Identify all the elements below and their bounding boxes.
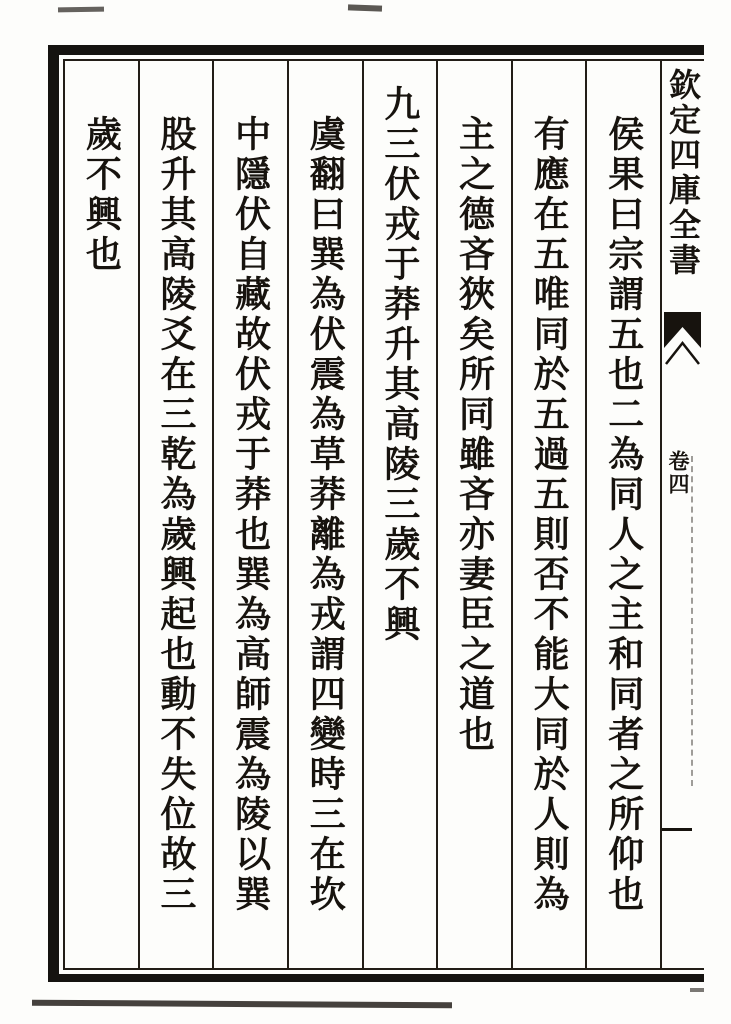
text-column-3 <box>436 61 511 968</box>
column-text: 歲不興也 <box>81 115 122 275</box>
text-column-8 <box>65 61 138 968</box>
scan-artifact <box>690 988 704 992</box>
column-text: 侯果曰宗謂五也二為同人之主和同者之所仰也 <box>603 115 644 915</box>
scan-artifact <box>58 7 104 13</box>
text-column-1 <box>585 61 660 968</box>
scan-artifact <box>32 1000 452 1009</box>
volume-label: 卷四 <box>666 450 690 496</box>
column-text: 中隱伏自藏故伏戎于莽也巽為高師震為陵以巽 <box>230 115 271 915</box>
fold-crease-line <box>691 456 693 786</box>
book-title: 欽定四庫全書 <box>665 68 701 278</box>
text-column-5 <box>287 61 362 968</box>
text-column-7 <box>138 61 213 968</box>
column-text: 虞翻曰巽為伏震為草莽離為戎謂四變時三在坎 <box>305 115 346 915</box>
fishtail-icon <box>664 312 702 370</box>
text-column-4-main-text <box>362 61 437 968</box>
text-column-6 <box>212 61 287 968</box>
column-text: 股升其高陵爻在三乾為歲興起也動不失位故三 <box>155 115 196 915</box>
page-frame <box>48 45 704 982</box>
text-grid <box>63 59 704 970</box>
column-text: 九三伏戎于莽升其高陵三歲不興 <box>379 85 420 645</box>
fold-tick-mark <box>662 828 692 831</box>
column-text: 有應在五唯同於五過五則否不能大同於人則為 <box>529 115 570 915</box>
column-text: 主之德吝狹矣所同雖吝亦妻臣之道也 <box>454 115 495 755</box>
banxin-fold-column <box>660 61 704 968</box>
scan-artifact <box>348 4 382 11</box>
text-column-2 <box>511 61 586 968</box>
